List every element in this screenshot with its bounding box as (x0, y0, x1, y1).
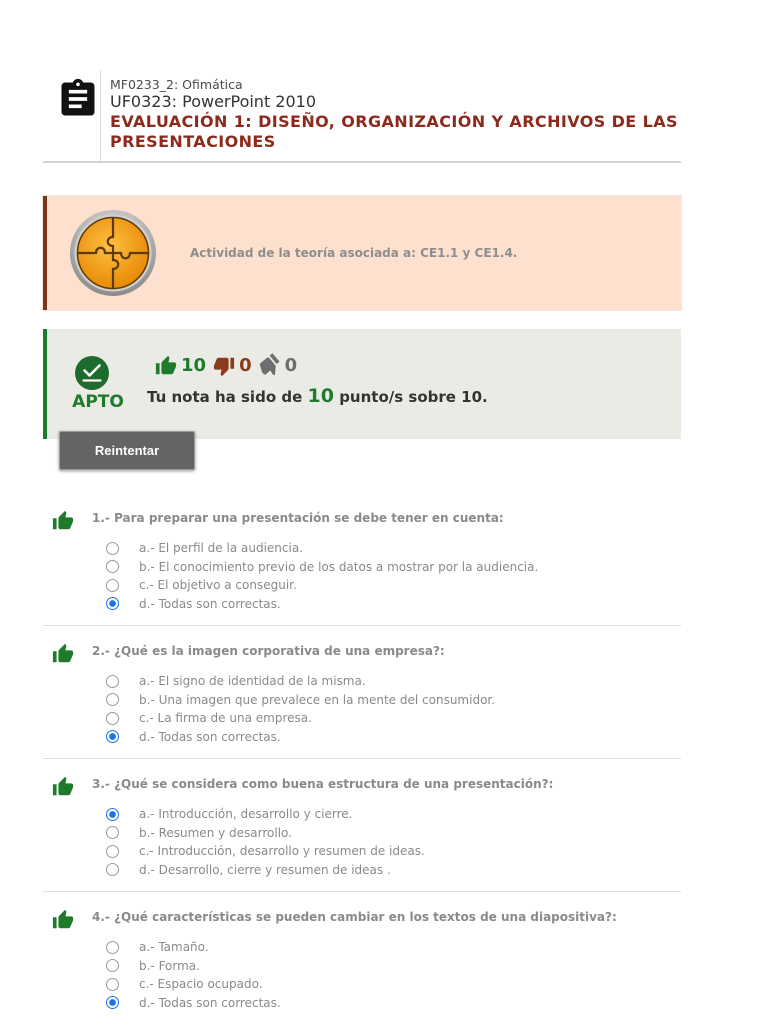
question-text: 1.- Para preparar una presentación se debe tener en cuenta: (92, 511, 504, 525)
thumbs-up-icon (52, 643, 74, 665)
radio-button[interactable] (106, 826, 119, 839)
answer-options (43, 938, 681, 1012)
answer-option-label: b.- Forma. (139, 958, 200, 973)
thumbs-down-icon (213, 355, 235, 377)
answer-option-label: b.- Una imagen que prevalece en la mente del consumidor. (139, 692, 496, 707)
answer-option-b[interactable] (43, 558, 681, 577)
answer-option-a[interactable] (43, 805, 681, 824)
answer-option-c[interactable] (43, 576, 681, 595)
question-header (43, 638, 681, 664)
question-text: 2.- ¿Qué es la imagen corporativa de una empresa?: (92, 644, 445, 658)
radio-button[interactable] (106, 693, 119, 706)
radio-button[interactable] (106, 675, 119, 688)
radio-button[interactable] (106, 996, 119, 1009)
radio-button[interactable] (106, 712, 119, 725)
answer-option-d[interactable] (43, 728, 681, 747)
question-4 (43, 904, 681, 1012)
answer-option-label: c.- Introducción, desarrollo y resumen de ideas. (139, 844, 425, 858)
status-label: APTO (72, 392, 124, 412)
unit-title: UF0323: PowerPoint 2010 (110, 92, 317, 111)
answer-option-label: c.- El objetivo a conseguir. (139, 578, 297, 592)
answer-option-label: d.- Todas son correctas. (139, 729, 281, 744)
puzzle-icon (69, 209, 157, 297)
radio-button[interactable] (106, 978, 119, 991)
thumbs-up-icon (52, 909, 74, 931)
radio-button[interactable] (106, 597, 119, 610)
question-text: 3.- ¿Qué se considera como buena estructura de una presentación?: (92, 777, 554, 791)
thumb-sideways-icon (259, 355, 281, 377)
question-header (43, 771, 681, 797)
answer-option-b[interactable] (43, 691, 681, 710)
answer-options (43, 805, 681, 891)
radio-button[interactable] (106, 542, 119, 555)
answer-option-a[interactable] (43, 672, 681, 691)
answer-option-d[interactable] (43, 861, 681, 880)
question-3 (43, 771, 681, 892)
answer-options (43, 672, 681, 758)
answer-option-a[interactable] (43, 938, 681, 957)
answer-option-b[interactable] (43, 824, 681, 843)
activity-panel (43, 196, 681, 310)
thumbs-up-icon (52, 776, 74, 798)
radio-button[interactable] (106, 863, 119, 876)
blank-count: 0 (284, 355, 298, 376)
score-prefix: Tu nota ha sido de (147, 388, 303, 406)
answer-option-label: a.- Introducción, desarrollo y cierre. (139, 807, 353, 821)
answer-option-label: c.- La firma de una empresa. (139, 711, 312, 725)
answer-option-label: b.- El conocimiento previo de los datos a mostrar por la audiencia. (139, 559, 539, 574)
answer-option-label: a.- Tamaño. (139, 940, 209, 954)
radio-button[interactable] (106, 941, 119, 954)
thumbs-up-icon (155, 355, 177, 377)
answer-option-label: b.- Resumen y desarrollo. (139, 825, 292, 840)
answer-option-label: a.- El perfil de la audiencia. (139, 541, 303, 555)
answer-option-a[interactable] (43, 539, 681, 558)
header-rule (43, 161, 681, 163)
answer-option-label: a.- El signo de identidad de la misma. (139, 674, 366, 688)
answer-option-label: c.- Espacio ocupado. (139, 977, 263, 991)
retry-button[interactable]: Reintentar (59, 431, 195, 470)
answer-option-c[interactable] (43, 709, 681, 728)
radio-button[interactable] (106, 808, 119, 821)
thumbs-up-icon (52, 510, 74, 532)
radio-button[interactable] (106, 560, 119, 573)
answer-option-c[interactable] (43, 975, 681, 994)
score-line (147, 384, 488, 409)
answer-option-label: d.- Todas son correctas. (139, 596, 281, 611)
answer-option-label: d.- Desarrollo, cierre y resumen de ideas . (139, 862, 391, 877)
radio-button[interactable] (106, 579, 119, 592)
answer-option-c[interactable] (43, 842, 681, 861)
answer-option-d[interactable] (43, 994, 681, 1013)
score-suffix: punto/s sobre 10. (339, 388, 488, 406)
question-list (43, 505, 681, 1012)
header-divider (100, 70, 101, 162)
answer-option-d[interactable] (43, 595, 681, 614)
page-title: EVALUACIÓN 1: DISEÑO, ORGANIZACIÓN Y ARCHIVOS DE LAS PRESENTACIONES (110, 112, 678, 151)
correct-count: 10 (181, 355, 207, 376)
question-header (43, 904, 681, 930)
question-2 (43, 638, 681, 759)
answer-option-label: d.- Todas son correctas. (139, 995, 281, 1010)
activity-description: Actividad de la teoría asociada a: CE1.1 y CE1.4. (190, 246, 518, 260)
question-1 (43, 505, 681, 626)
radio-button[interactable] (106, 845, 119, 858)
clipboard-icon (56, 77, 100, 121)
course-code: MF0233_2: Ofimática (110, 77, 243, 92)
answer-option-b[interactable] (43, 957, 681, 976)
incorrect-count: 0 (239, 355, 252, 376)
radio-button[interactable] (106, 730, 119, 743)
answer-options (43, 539, 681, 625)
question-text: 4.- ¿Qué características se pueden cambiar en los textos de una diapositiva?: (92, 910, 617, 924)
approved-badge-icon (74, 355, 110, 391)
score-value: 10 (307, 385, 334, 407)
radio-button[interactable] (106, 959, 119, 972)
result-panel (43, 329, 681, 439)
question-header (43, 505, 681, 531)
answer-counts (155, 354, 304, 378)
